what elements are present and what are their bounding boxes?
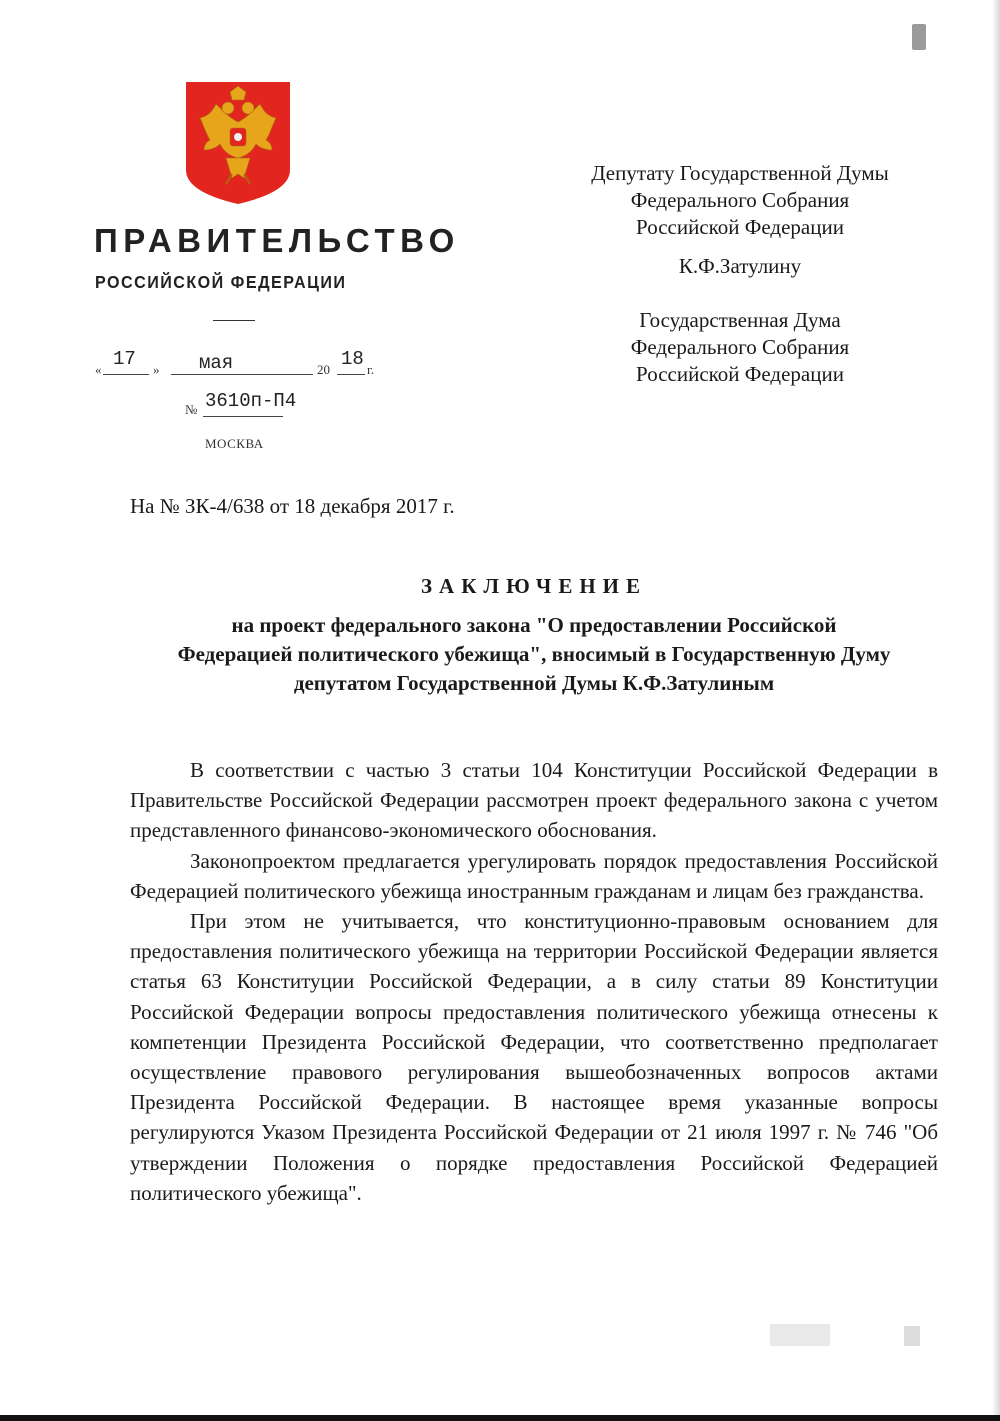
addressee-line: Депутату Государственной Думы — [591, 161, 889, 185]
body-paragraph: При этом не учитывается, что конституционно-правовым основанием для предоставления политического убежища на территории Российской Федерации является статья 63 Конституции Российской Федерации, а в силу статьи 89 Конституции Российской Федерации вопросы предоставления политического убежища отнесены к компетенции Президента Российской Федерации, что соответственно предполагает осуществление правового регулирования вышеобозначенных вопросов актами Президента Российской Федерации. В настоящее время указанные вопросы регулируются Указом Президента Российской Федерации от 21 июля 1997 г. № 746 "Об утверждении Положения о порядке предоставления Российской Федерацией политического убежища". — [130, 909, 938, 1205]
date-day: 17 — [113, 348, 136, 370]
date-month: мая — [199, 352, 234, 374]
government-subtitle: РОССИЙСКОЙ ФЕДЕРАЦИИ — [95, 272, 347, 292]
redacted-stamp — [770, 1318, 920, 1352]
addressee-line: Российской Федерации — [636, 215, 844, 239]
government-title: ПРАВИТЕЛЬСТВО — [94, 222, 460, 259]
document-title: ЗАКЛЮЧЕНИЕ — [420, 574, 648, 598]
scan-edge-bottom — [0, 1415, 1000, 1421]
organization-line: Федерального Собрания — [630, 335, 850, 359]
organization-line: Российской Федерации — [636, 362, 844, 386]
subtitle-line: на проект федерального закона "О предоставлении Российской — [231, 613, 837, 637]
document-subtitle — [130, 611, 938, 698]
document-date — [95, 348, 395, 378]
organization-line: Государственная Дума — [639, 308, 841, 332]
document-number — [185, 390, 385, 418]
subtitle-line: Федерацией политического убежища", вносимый в Государственную Думу — [177, 642, 891, 666]
addressee-name: К.Ф.Затулину — [678, 254, 802, 278]
russian-coat-of-arms-icon — [186, 82, 290, 204]
body-paragraph: Законопроектом предлагается урегулировать порядок предоставления Российской Федерацией политического убежища иностранным гражданам и лицам без гражданства. — [130, 848, 938, 903]
date-close-quote: » — [153, 362, 160, 377]
addressee-line: Федерального Собрания — [630, 188, 850, 212]
subtitle-line: депутатом Государственной Думы К.Ф.Затулиным — [293, 671, 775, 695]
addressee-organization — [560, 307, 920, 388]
date-year-abbr: г. — [367, 362, 375, 377]
body-paragraph: В соответствии с частью 3 статьи 104 Конституции Российской Федерации в Правительстве Российской Федерации рассмотрен проект федерального закона с учетом представленного финансово-экономического обоснования. — [130, 758, 938, 843]
date-open-quote: « — [95, 362, 102, 377]
addressee-block — [560, 160, 920, 241]
city: МОСКВА — [205, 436, 264, 451]
reference-line: На № ЗК-4/638 от 18 декабря 2017 г. — [130, 494, 455, 518]
divider — [213, 320, 255, 321]
date-year-prefix: 20 — [317, 362, 330, 377]
scan-edge — [992, 0, 1000, 1421]
scan-artifact — [912, 24, 926, 50]
date-year-suffix: 18 — [341, 348, 364, 370]
document-body — [130, 755, 938, 1208]
document-number-value: 3610п-П4 — [205, 390, 297, 412]
number-sign: № — [185, 402, 198, 417]
